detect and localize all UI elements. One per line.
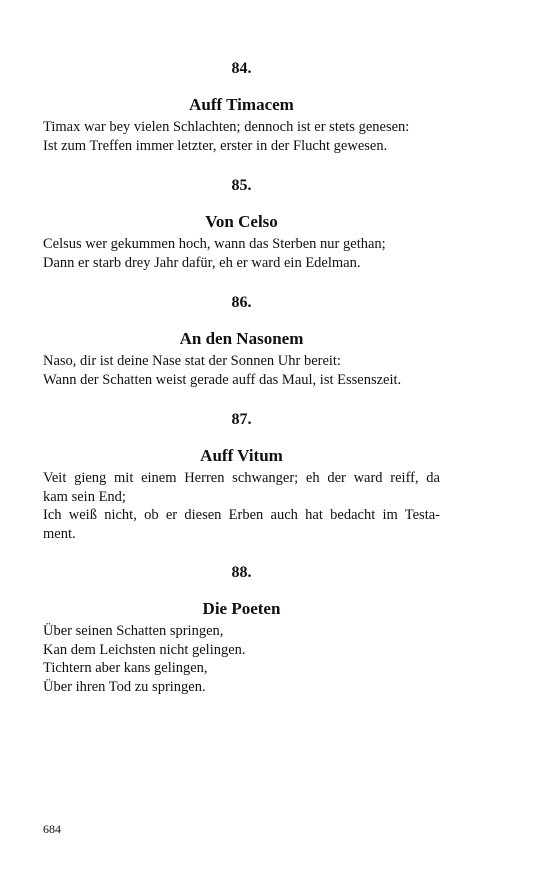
poem-line: ment. bbox=[43, 525, 76, 542]
poem-87 bbox=[43, 410, 440, 543]
poem-line: Dann er starb drey Jahr dafür, eh er ward ein Edelman. bbox=[43, 254, 361, 271]
poem-body bbox=[43, 469, 440, 543]
poem-84 bbox=[43, 59, 440, 155]
poem-line: Celsus wer gekummen hoch, wann das Sterben nur gethan; bbox=[43, 236, 386, 252]
poem-line: Timax war bey vielen Schlachten; dennoch ist er stets genesen: bbox=[43, 119, 410, 135]
poem-line: kam sein End; bbox=[43, 488, 126, 505]
page-number: 684 bbox=[43, 822, 61, 836]
poem-line: Ich weiß nicht, ob er diesen Erben auch hat bedacht im Testa- bbox=[43, 507, 440, 523]
poem-title: Die Poeten bbox=[202, 599, 281, 618]
poem-line: Über seinen Schatten springen, bbox=[43, 623, 224, 639]
poem-line: Wann der Schatten weist gerade auff das Maul, ist Essenszeit. bbox=[43, 371, 402, 388]
poem-number: 85. bbox=[231, 177, 252, 194]
poem-body bbox=[43, 622, 440, 696]
poem-line: Über ihren Tod zu springen. bbox=[43, 678, 206, 695]
poem-line: Kan dem Leichsten nicht gelingen. bbox=[43, 641, 246, 658]
poem-86 bbox=[43, 293, 440, 389]
poem-title: Auff Vitum bbox=[200, 446, 283, 465]
poem-number: 87. bbox=[231, 411, 252, 428]
poem-line: Naso, dir ist deine Nase stat der Sonnen Uhr bereit: bbox=[43, 353, 341, 369]
poem-body bbox=[43, 118, 440, 155]
poem-number: 88. bbox=[231, 564, 252, 581]
poem-line: Veit gieng mit einem Herren schwanger; eh der ward reiff, da bbox=[43, 470, 440, 486]
poem-title: Auff Timacem bbox=[189, 95, 294, 114]
poem-85 bbox=[43, 176, 440, 272]
poem-line: Ist zum Treffen immer letzter, erster in der Flucht gewesen. bbox=[43, 137, 388, 154]
poem-88 bbox=[43, 563, 440, 696]
poem-title: An den Nasonem bbox=[179, 329, 304, 348]
poem-title: Von Celso bbox=[205, 212, 278, 231]
poem-body bbox=[43, 352, 440, 389]
poem-line: Tichtern aber kans gelingen, bbox=[43, 660, 208, 676]
poem-number: 86. bbox=[231, 294, 252, 311]
poem-number: 84. bbox=[231, 60, 252, 77]
poem-body bbox=[43, 235, 440, 272]
